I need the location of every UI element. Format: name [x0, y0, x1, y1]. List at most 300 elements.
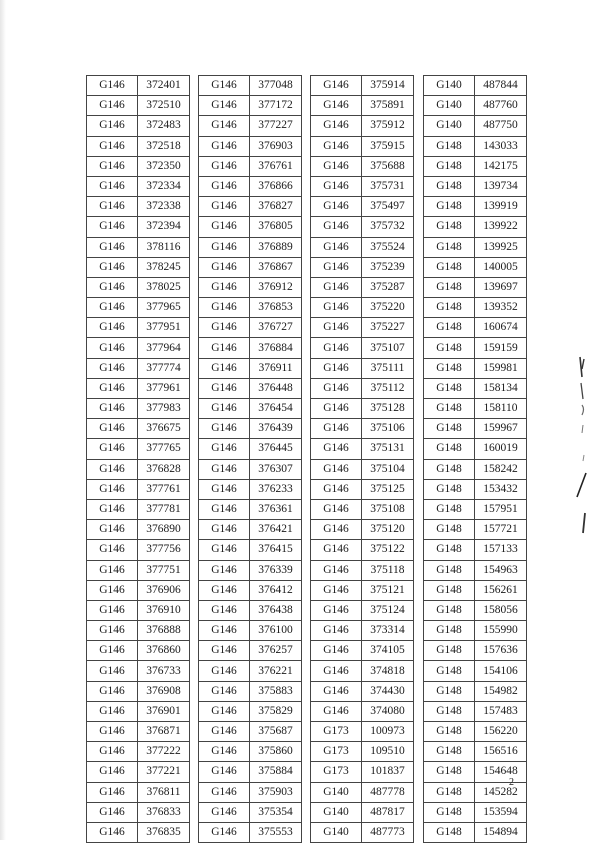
serial-number-cell: 139919	[475, 197, 527, 217]
serial-number-cell: 140005	[475, 257, 527, 277]
table-row	[87, 318, 190, 338]
code-table-1	[86, 75, 190, 843]
product-code-cell: G146	[311, 378, 362, 398]
serial-number-cell: 376912	[250, 277, 302, 297]
product-code-cell: G148	[424, 156, 475, 176]
serial-number-cell: 158110	[475, 399, 527, 419]
table-row	[87, 257, 190, 277]
table-row	[87, 439, 190, 459]
product-code-cell: G146	[199, 701, 250, 721]
product-code-cell: G146	[311, 176, 362, 196]
serial-number-cell: 377765	[138, 439, 190, 459]
product-code-cell: G146	[199, 176, 250, 196]
product-code-cell: G146	[199, 681, 250, 701]
table-row	[87, 802, 190, 822]
serial-number-cell: 377221	[138, 762, 190, 782]
product-code-cell: G146	[87, 257, 138, 277]
table-row	[311, 156, 414, 176]
product-code-cell: G146	[199, 621, 250, 641]
serial-number-cell: 375108	[362, 499, 414, 519]
product-code-cell: G146	[311, 338, 362, 358]
product-code-cell: G146	[87, 722, 138, 742]
table-row	[311, 621, 414, 641]
serial-number-cell: 377756	[138, 540, 190, 560]
table-row	[199, 298, 302, 318]
serial-number-cell: 378025	[138, 277, 190, 297]
table-row	[87, 399, 190, 419]
table-row	[199, 540, 302, 560]
table-row	[311, 540, 414, 560]
table-row	[199, 681, 302, 701]
serial-number-cell: 376421	[250, 520, 302, 540]
serial-number-cell: 157133	[475, 540, 527, 560]
table-row	[424, 277, 527, 297]
product-code-cell: G146	[311, 96, 362, 116]
product-code-cell: G148	[424, 277, 475, 297]
product-code-cell: G146	[199, 802, 250, 822]
margin-pen-marks	[570, 355, 592, 535]
table-row	[199, 499, 302, 519]
product-code-cell: G146	[87, 762, 138, 782]
product-code-cell: G146	[87, 439, 138, 459]
serial-number-cell: 376221	[250, 661, 302, 681]
serial-number-cell: 376906	[138, 580, 190, 600]
table-row	[87, 621, 190, 641]
table-row	[199, 76, 302, 96]
serial-number-cell: 372334	[138, 176, 190, 196]
table-row	[87, 701, 190, 721]
product-code-cell: G173	[311, 722, 362, 742]
serial-number-cell: 154982	[475, 681, 527, 701]
serial-number-cell: 375912	[362, 116, 414, 136]
serial-number-cell: 376233	[250, 479, 302, 499]
table-row	[199, 641, 302, 661]
serial-number-cell: 375120	[362, 520, 414, 540]
table-row	[311, 96, 414, 116]
product-code-cell: G146	[199, 459, 250, 479]
table-row	[199, 378, 302, 398]
product-code-cell: G146	[87, 136, 138, 156]
serial-number-cell: 158056	[475, 600, 527, 620]
table-row	[424, 76, 527, 96]
serial-number-cell: 375829	[250, 701, 302, 721]
serial-number-cell: 375884	[250, 762, 302, 782]
serial-number-cell: 153594	[475, 802, 527, 822]
table-row	[199, 156, 302, 176]
serial-number-cell: 375111	[362, 358, 414, 378]
serial-number-cell: 487750	[475, 116, 527, 136]
product-code-cell: G140	[424, 96, 475, 116]
serial-number-cell: 376675	[138, 419, 190, 439]
serial-number-cell: 375107	[362, 338, 414, 358]
table-row	[199, 520, 302, 540]
table-row	[424, 641, 527, 661]
serial-number-cell: 372518	[138, 136, 190, 156]
product-code-cell: G146	[199, 378, 250, 398]
product-code-cell: G148	[424, 499, 475, 519]
product-code-cell: G140	[311, 822, 362, 842]
table-row	[424, 520, 527, 540]
table-row	[424, 176, 527, 196]
table-row	[311, 742, 414, 762]
table-row	[87, 136, 190, 156]
table-row	[424, 217, 527, 237]
serial-number-cell: 159159	[475, 338, 527, 358]
serial-number-cell: 377964	[138, 338, 190, 358]
product-code-cell: G146	[87, 156, 138, 176]
product-code-cell: G148	[424, 257, 475, 277]
product-code-cell: G146	[87, 378, 138, 398]
serial-number-cell: 160674	[475, 318, 527, 338]
serial-number-cell: 376361	[250, 499, 302, 519]
product-code-cell: G146	[199, 722, 250, 742]
serial-number-cell: 375354	[250, 802, 302, 822]
product-code-cell: G146	[311, 681, 362, 701]
table-row	[199, 237, 302, 257]
serial-number-cell: 372394	[138, 217, 190, 237]
serial-number-cell: 375220	[362, 298, 414, 318]
table-row	[87, 722, 190, 742]
product-code-cell: G146	[311, 701, 362, 721]
product-code-cell: G146	[199, 96, 250, 116]
product-code-cell: G146	[199, 520, 250, 540]
table-row	[87, 116, 190, 136]
serial-number-cell: 100973	[362, 722, 414, 742]
serial-number-cell: 487844	[475, 76, 527, 96]
serial-number-cell: 376871	[138, 722, 190, 742]
product-code-cell: G146	[87, 641, 138, 661]
serial-number-cell: 145282	[475, 782, 527, 802]
table-row	[311, 338, 414, 358]
serial-number-cell: 376733	[138, 661, 190, 681]
serial-number-cell: 377781	[138, 499, 190, 519]
product-code-cell: G148	[424, 580, 475, 600]
product-code-cell: G146	[87, 701, 138, 721]
serial-number-cell: 377961	[138, 378, 190, 398]
product-code-cell: G146	[311, 399, 362, 419]
product-code-cell: G146	[87, 742, 138, 762]
product-code-cell: G140	[311, 802, 362, 822]
table-row	[87, 520, 190, 540]
product-code-cell: G146	[199, 580, 250, 600]
product-code-cell: G146	[87, 459, 138, 479]
serial-number-cell: 157721	[475, 520, 527, 540]
table-row	[87, 338, 190, 358]
product-code-cell: G146	[199, 661, 250, 681]
product-code-cell: G146	[199, 822, 250, 842]
table-row	[199, 318, 302, 338]
serial-number-cell: 158242	[475, 459, 527, 479]
table-row	[311, 257, 414, 277]
serial-number-cell: 376884	[250, 338, 302, 358]
serial-number-cell: 376727	[250, 318, 302, 338]
serial-number-cell: 376853	[250, 298, 302, 318]
table-row	[87, 742, 190, 762]
table-row	[311, 600, 414, 620]
product-code-cell: G146	[199, 439, 250, 459]
product-code-cell: G146	[311, 116, 362, 136]
product-code-cell: G146	[87, 621, 138, 641]
serial-number-cell: 376911	[250, 358, 302, 378]
table-row	[87, 358, 190, 378]
product-code-cell: G146	[87, 499, 138, 519]
serial-number-cell: 378245	[138, 257, 190, 277]
product-code-cell: G146	[87, 479, 138, 499]
product-code-cell: G146	[87, 176, 138, 196]
product-code-cell: G146	[199, 237, 250, 257]
product-code-cell: G146	[199, 277, 250, 297]
table-row	[87, 782, 190, 802]
table-row	[311, 439, 414, 459]
serial-number-cell: 376412	[250, 580, 302, 600]
table-row	[424, 701, 527, 721]
table-row	[199, 197, 302, 217]
table-row	[311, 176, 414, 196]
table-row	[424, 378, 527, 398]
product-code-cell: G146	[87, 76, 138, 96]
product-code-cell: G146	[311, 499, 362, 519]
serial-number-cell: 372401	[138, 76, 190, 96]
table-row	[87, 580, 190, 600]
table-row	[199, 621, 302, 641]
table-row	[199, 338, 302, 358]
serial-number-cell: 373314	[362, 621, 414, 641]
serial-number-cell: 377983	[138, 399, 190, 419]
serial-number-cell: 376828	[138, 459, 190, 479]
table-row	[424, 136, 527, 156]
product-code-cell: G146	[311, 479, 362, 499]
serial-number-cell: 101837	[362, 762, 414, 782]
product-code-cell: G146	[87, 298, 138, 318]
product-code-cell: G146	[199, 156, 250, 176]
serial-number-cell: 375112	[362, 378, 414, 398]
serial-number-cell: 156516	[475, 742, 527, 762]
table-row	[87, 540, 190, 560]
table-row	[199, 399, 302, 419]
serial-number-cell: 375891	[362, 96, 414, 116]
page-edge-shadow	[0, 0, 6, 840]
product-code-cell: G148	[424, 136, 475, 156]
product-code-cell: G140	[424, 76, 475, 96]
table-row	[87, 560, 190, 580]
serial-number-cell: 376257	[250, 641, 302, 661]
table-row	[87, 499, 190, 519]
table-row	[199, 116, 302, 136]
table-row	[424, 399, 527, 419]
product-code-cell: G148	[424, 378, 475, 398]
serial-number-cell: 377751	[138, 560, 190, 580]
product-code-cell: G146	[199, 419, 250, 439]
serial-number-cell: 376867	[250, 257, 302, 277]
serial-number-cell: 375227	[362, 318, 414, 338]
table-row	[311, 701, 414, 721]
serial-number-cell: 375903	[250, 782, 302, 802]
product-code-cell: G146	[199, 358, 250, 378]
product-code-cell: G148	[424, 762, 475, 782]
table-row	[311, 136, 414, 156]
table-row	[424, 439, 527, 459]
product-code-cell: G146	[199, 257, 250, 277]
table-row	[311, 318, 414, 338]
serial-number-cell: 376888	[138, 621, 190, 641]
table-row	[199, 560, 302, 580]
table-row	[311, 580, 414, 600]
product-code-cell: G148	[424, 540, 475, 560]
table-row	[199, 96, 302, 116]
serial-number-cell: 375287	[362, 277, 414, 297]
serial-number-cell: 376901	[138, 701, 190, 721]
product-code-cell: G146	[199, 782, 250, 802]
table-row	[87, 681, 190, 701]
product-code-cell: G146	[87, 197, 138, 217]
table-row	[199, 136, 302, 156]
table-row	[199, 722, 302, 742]
serial-number-cell: 375732	[362, 217, 414, 237]
product-code-cell: G146	[311, 419, 362, 439]
table-row	[199, 439, 302, 459]
product-code-cell: G146	[87, 217, 138, 237]
serial-number-cell: 156261	[475, 580, 527, 600]
table-row	[424, 237, 527, 257]
code-table-4	[423, 75, 527, 843]
product-code-cell: G148	[424, 802, 475, 822]
product-code-cell: G146	[311, 358, 362, 378]
product-code-cell: G146	[87, 540, 138, 560]
product-code-cell: G146	[199, 298, 250, 318]
table-row	[424, 600, 527, 620]
serial-number-cell: 487773	[362, 822, 414, 842]
serial-number-cell: 157951	[475, 499, 527, 519]
product-code-cell: G146	[311, 439, 362, 459]
table-row	[424, 257, 527, 277]
table-row	[311, 358, 414, 378]
table-row	[424, 479, 527, 499]
product-code-cell: G146	[87, 237, 138, 257]
table-row	[87, 378, 190, 398]
table-row	[199, 479, 302, 499]
product-code-cell: G146	[199, 197, 250, 217]
serial-number-cell: 375106	[362, 419, 414, 439]
serial-number-cell: 377172	[250, 96, 302, 116]
table-row	[87, 661, 190, 681]
product-code-cell: G146	[311, 257, 362, 277]
table-row	[424, 419, 527, 439]
product-code-cell: G148	[424, 560, 475, 580]
serial-number-cell: 375131	[362, 439, 414, 459]
product-code-cell: G146	[199, 76, 250, 96]
product-code-cell: G146	[311, 156, 362, 176]
table-row	[199, 257, 302, 277]
product-code-cell: G148	[424, 681, 475, 701]
product-code-cell: G148	[424, 742, 475, 762]
table-row	[311, 722, 414, 742]
serial-number-cell: 374430	[362, 681, 414, 701]
table-row	[424, 742, 527, 762]
table-row	[87, 197, 190, 217]
table-row	[424, 358, 527, 378]
product-code-cell: G146	[87, 661, 138, 681]
table-row	[311, 641, 414, 661]
table-row	[311, 399, 414, 419]
product-code-cell: G148	[424, 701, 475, 721]
serial-number-cell: 375688	[362, 156, 414, 176]
serial-number-cell: 375883	[250, 681, 302, 701]
code-table-2	[198, 75, 302, 843]
table-row	[424, 661, 527, 681]
product-code-cell: G146	[87, 822, 138, 842]
serial-number-cell: 376445	[250, 439, 302, 459]
serial-number-cell: 160019	[475, 439, 527, 459]
product-code-cell: G146	[87, 116, 138, 136]
table-row	[424, 722, 527, 742]
table-row	[311, 802, 414, 822]
product-code-cell: G146	[311, 277, 362, 297]
product-code-cell: G148	[424, 318, 475, 338]
product-code-cell: G173	[311, 762, 362, 782]
product-code-cell: G148	[424, 822, 475, 842]
table-row	[311, 762, 414, 782]
serial-number-cell: 377222	[138, 742, 190, 762]
table-row	[311, 560, 414, 580]
serial-number-cell: 376889	[250, 237, 302, 257]
serial-number-cell: 139925	[475, 237, 527, 257]
product-code-cell: G146	[311, 520, 362, 540]
serial-number-cell: 159967	[475, 419, 527, 439]
product-code-cell: G148	[424, 722, 475, 742]
serial-number-cell: 375121	[362, 580, 414, 600]
serial-number-cell: 376811	[138, 782, 190, 802]
serial-number-cell: 374818	[362, 661, 414, 681]
table-row	[199, 176, 302, 196]
serial-number-cell: 376415	[250, 540, 302, 560]
table-row	[424, 318, 527, 338]
product-code-cell: G146	[87, 399, 138, 419]
product-code-cell: G148	[424, 338, 475, 358]
serial-number-cell: 139697	[475, 277, 527, 297]
product-code-cell: G146	[199, 499, 250, 519]
table-row	[424, 540, 527, 560]
table-row	[311, 459, 414, 479]
table-row	[424, 459, 527, 479]
serial-number-cell: 375239	[362, 257, 414, 277]
product-code-cell: G148	[424, 459, 475, 479]
product-code-cell: G146	[199, 540, 250, 560]
table-row	[424, 156, 527, 176]
table-row	[311, 661, 414, 681]
serial-number-cell: 377774	[138, 358, 190, 378]
product-code-cell: G148	[424, 641, 475, 661]
table-row	[199, 661, 302, 681]
serial-number-cell: 374080	[362, 701, 414, 721]
product-code-cell: G146	[311, 560, 362, 580]
serial-number-cell: 376448	[250, 378, 302, 398]
product-code-cell: G146	[199, 399, 250, 419]
product-code-cell: G146	[87, 782, 138, 802]
product-code-cell: G146	[199, 762, 250, 782]
product-code-cell: G148	[424, 479, 475, 499]
serial-number-cell: 375124	[362, 600, 414, 620]
serial-number-cell: 376100	[250, 621, 302, 641]
serial-number-cell: 376910	[138, 600, 190, 620]
table-row	[87, 298, 190, 318]
table-row	[199, 701, 302, 721]
serial-number-cell: 375687	[250, 722, 302, 742]
table-row	[199, 419, 302, 439]
serial-number-cell: 155990	[475, 621, 527, 641]
table-row	[311, 782, 414, 802]
serial-number-cell: 159981	[475, 358, 527, 378]
serial-number-cell: 377951	[138, 318, 190, 338]
